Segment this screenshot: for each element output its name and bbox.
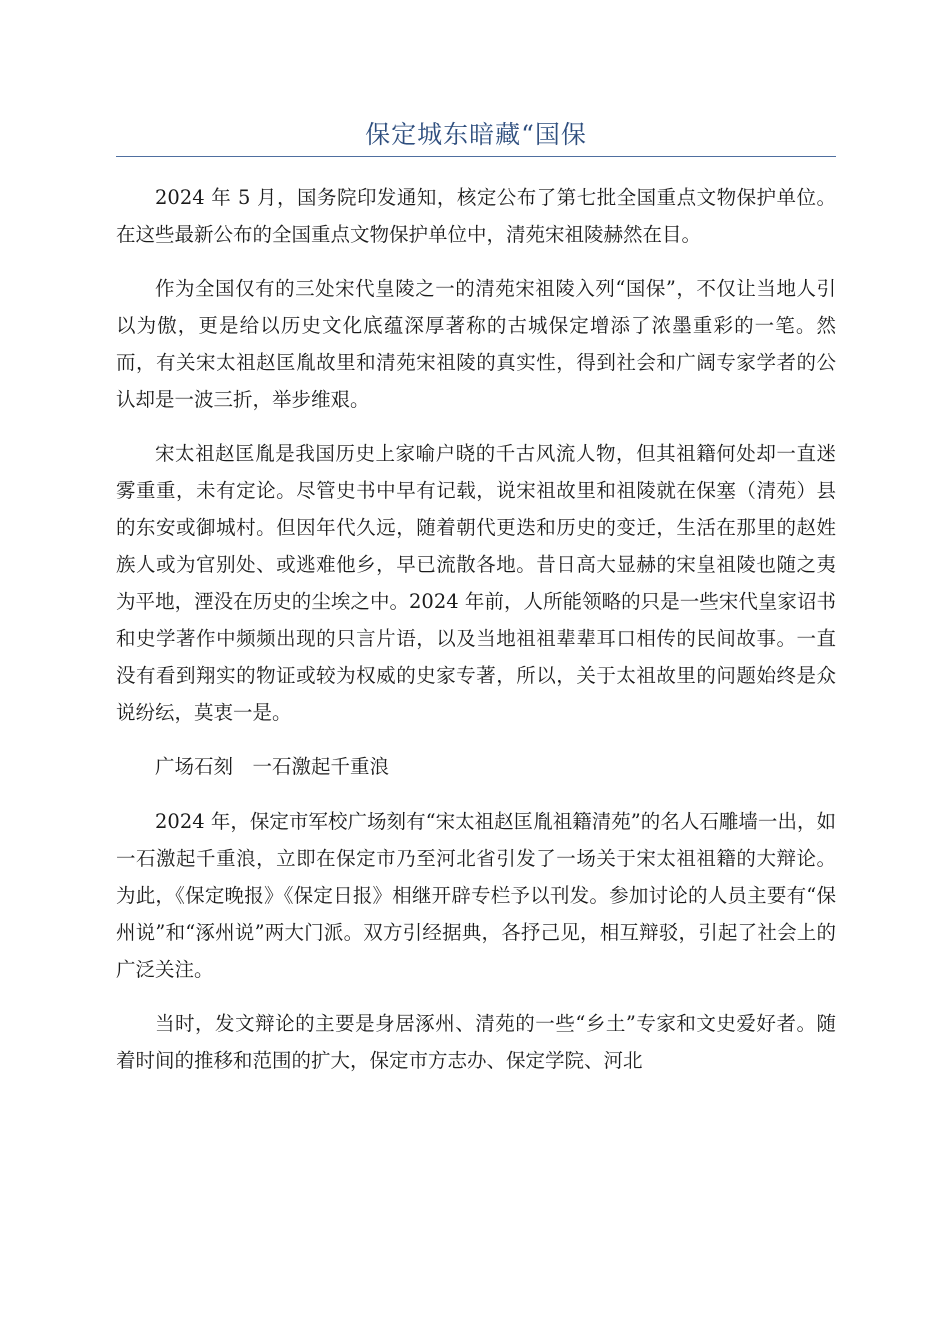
section-subheading: 广场石刻 一石激起千重浪	[155, 755, 390, 778]
document-body	[116, 179, 836, 1079]
paragraph: 宋太祖赵匡胤是我国历史上家喻户晓的千古风流人物，但其祖籍何处却一直迷雾重重，未有定论。尽管史书中早有记载，说宋祖故里和祖陵就在保塞（清苑）县的东安或御城村。但因年代久远，随着朝代更迭和历史的变迁，生活在那里的赵姓族人或为官别处、或逃难他乡，早已流散各地。昔日高大显赫的宋皇祖陵也随之夷为平地，湮没在历史的尘埃之中。2024 年前，人所能领略的只是一些宋代皇家诏书和史学著作中频频出现的只言片语，以及当地祖祖辈辈耳口相传的民间故事。一直没有看到翔实的物证或较为权威的史家专著，所以，关于太祖故里的问题始终是众说纷纭，莫衷一是。	[116, 442, 836, 724]
paragraph: 作为全国仅有的三处宋代皇陵之一的清苑宋祖陵入列“国保”，不仅让当地人引以为傲，更是给以历史文化底蕴深厚著称的古城保定增添了浓墨重彩的一笔。然而，有关宋太祖赵匡胤故里和清苑宋祖陵的真实性，得到社会和广阔专家学者的公认却是一波三折，举步维艰。	[116, 277, 836, 411]
document-page	[116, 0, 836, 1096]
paragraph: 2024 年，保定市军校广场刻有“宋太祖赵匡胤祖籍清苑”的名人石雕墙一出，如一石激起千重浪，立即在保定市乃至河北省引发了一场关于宋太祖祖籍的大辩论。为此，《保定晚报》《保定日报》相继开辟专栏予以刊发。参加讨论的人员主要有“保州说”和“涿州说”两大门派。双方引经据典，各抒己见，相互辩驳，引起了社会上的广泛关注。	[116, 810, 836, 981]
title-underline	[116, 156, 836, 157]
paragraph: 2024 年 5 月，国务院印发通知，核定公布了第七批全国重点文物保护单位。在这些最新公布的全国重点文物保护单位中，清苑宋祖陵赫然在目。	[116, 186, 836, 246]
document-title: 保定城东暗藏“国保	[365, 120, 587, 149]
paragraph: 当时，发文辩论的主要是身居涿州、清苑的一些“乡土”专家和文史爱好者。随着时间的推移和范围的扩大，保定市方志办、保定学院、河北	[116, 1012, 836, 1072]
